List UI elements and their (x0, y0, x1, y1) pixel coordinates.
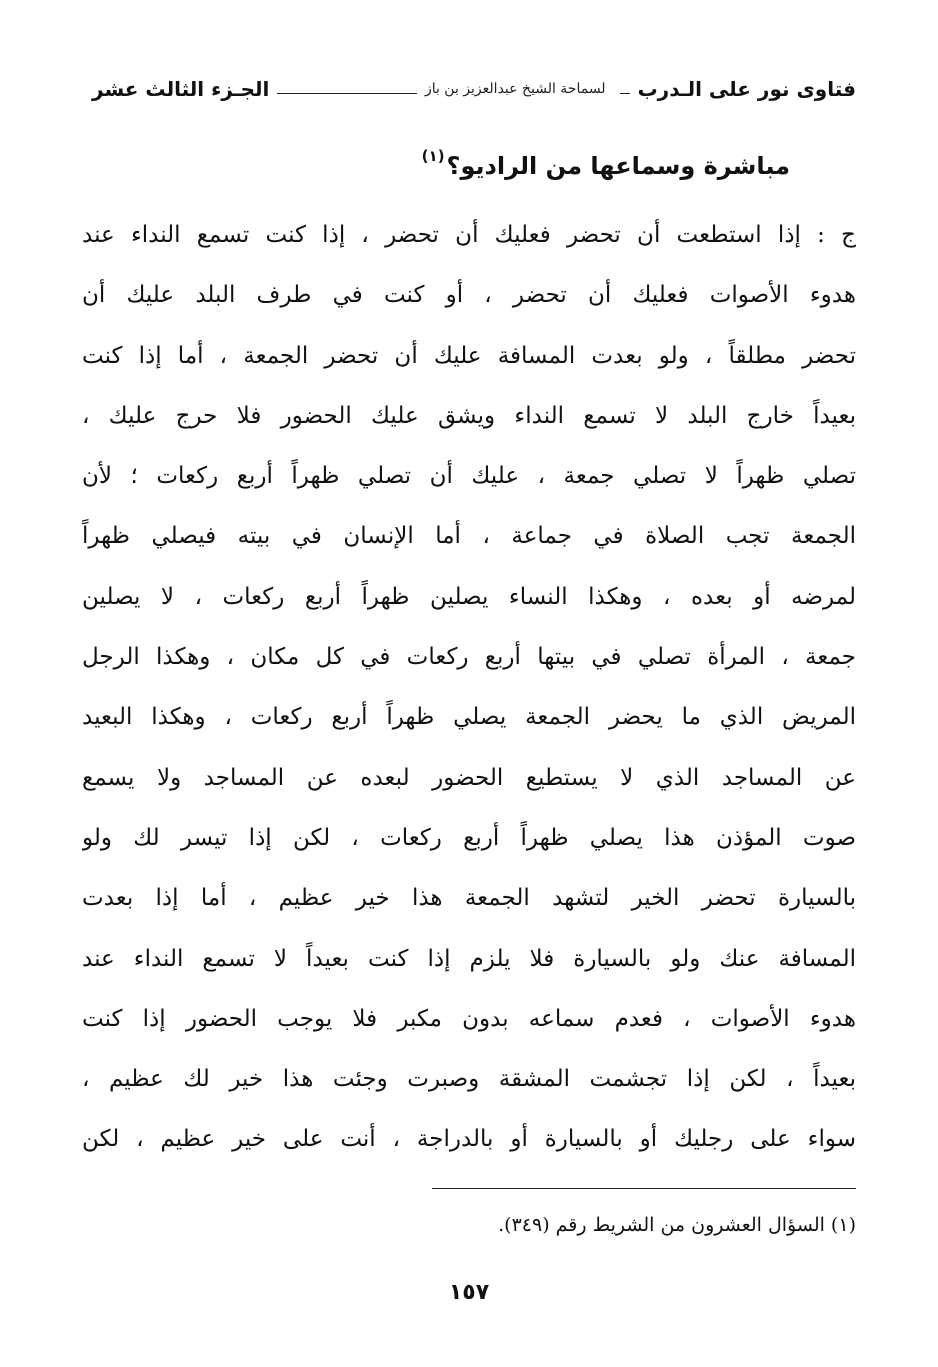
answer-line: صوت المؤذن هذا يصلي ظهراً أربع ركعات ، لكن إذا تيسر لك ولو (82, 824, 856, 851)
answer-line: هدوء الأصوات فعليك أن تحضر ، أو كنت في طرف البلد عليك أن (82, 282, 856, 309)
answer-line: سواء على رجليك أو بالسيارة أو بالدراجة ، أنت على خير عظيم ، لكن (82, 1126, 856, 1153)
footnote-reference: (١) (421, 147, 445, 165)
answer-line: تصلي ظهراً لا تصلي جمعة ، عليك أن تصلي ظهراً أربع ركعات ؛ لأن (82, 463, 856, 490)
answer-line: عن المساجد الذي لا يستطيع الحضور لبعده عن المساجد ولا يسمع (82, 764, 856, 791)
header-book-title: فتاوى نور على الـدرب (637, 77, 856, 101)
header-volume: الجـزء الثالث عشر (92, 77, 270, 101)
answer-body (82, 205, 856, 1170)
header-rule (277, 93, 417, 94)
question-text: مباشرة وسماعها من الراديو؟ (446, 152, 790, 180)
answer-line: تحضر مطلقاً ، ولو بعدت المسافة عليك أن تحضر الجمعة ، أما إذا كنت (82, 342, 856, 369)
answer-line: بعيداً ، لكن إذا تجشمت المشقة وصبرت وجئت هذا خير لك عظيم ، (82, 1066, 856, 1093)
header-author: لسماحة الشيخ عبدالعزيز بن باز (424, 81, 606, 97)
answer-line: هدوء الأصوات ، فعدم سماعه بدون مكبر فلا يوجب الحضور إذا كنت (82, 1005, 856, 1032)
footnote-divider (432, 1188, 856, 1189)
answer-line: جمعة ، المرأة تصلي في بيتها أربع ركعات في كل مكان ، وهكذا الرجل (82, 644, 856, 671)
answer-line: لمرضه أو بعده ، وهكذا النساء يصلين ظهراً أربع ركعات ، لا يصلين (82, 583, 856, 610)
running-header (92, 74, 856, 104)
answer-line: المسافة عنك ولو بالسيارة فلا يلزم إذا كنت بعيداً لا تسمع النداء عند (82, 945, 856, 972)
answer-line: بعيداً خارج البلد لا تسمع النداء ويشق عليك الحضور فلا حرج عليك ، (82, 402, 856, 429)
answer-line: ج : إذا استطعت أن تحضر فعليك أن تحضر ، إذا كنت تسمع النداء عند (82, 222, 856, 248)
page-number: ١٥٧ (448, 1280, 490, 1305)
footnote: (١) السؤال العشرون من الشريط رقم (٣٤٩). (498, 1214, 856, 1236)
question-continuation (422, 140, 790, 186)
answer-line: الجمعة تجب الصلاة في جماعة ، أما الإنسان في بيته فيصلي ظهراً (82, 523, 856, 550)
answer-line: بالسيارة تحضر الخير لتشهد الجمعة هذا خير عظيم ، أما إذا بعدت (82, 885, 856, 912)
header-dash (620, 93, 630, 94)
answer-line: المريض الذي ما يحضر الجمعة يصلي ظهراً أربع ركعات ، وهكذا البعيد (82, 704, 856, 731)
